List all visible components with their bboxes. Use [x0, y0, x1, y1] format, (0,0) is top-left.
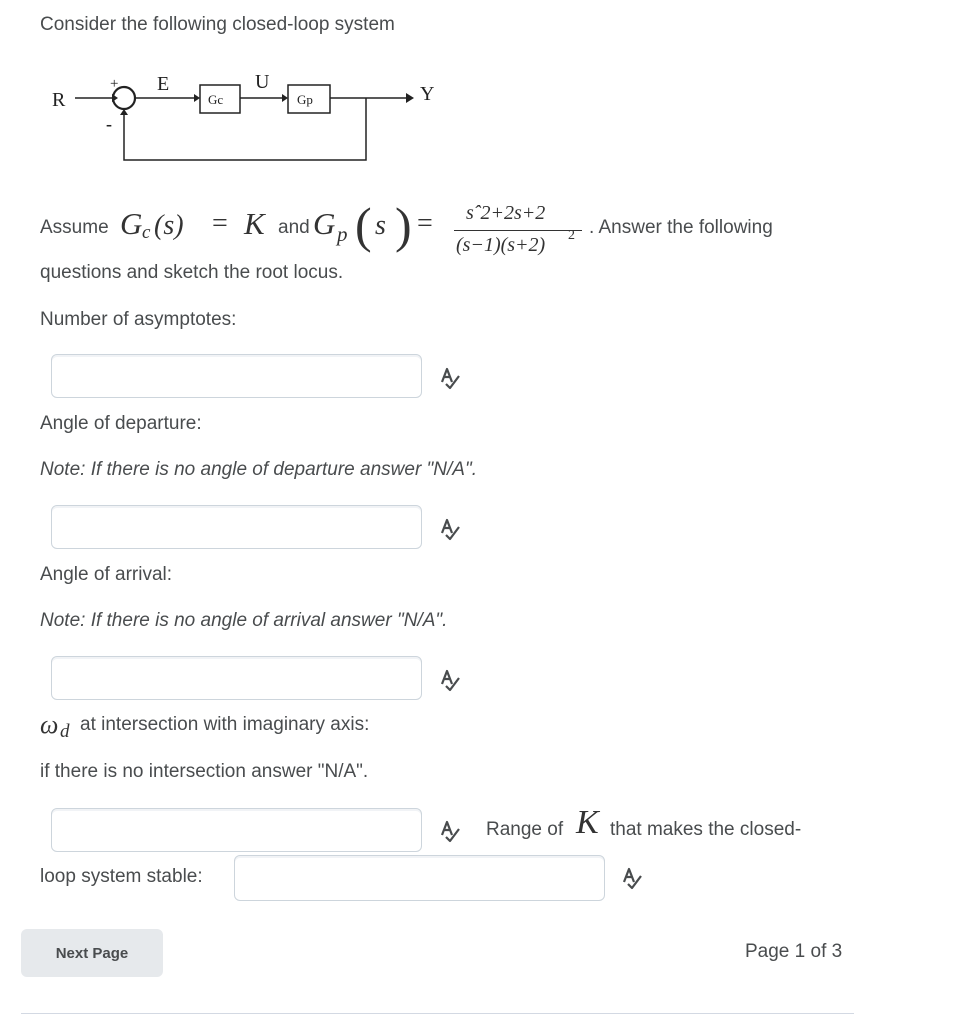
- fraction-denominator: (s−1)(s+2): [456, 234, 546, 256]
- footer-divider: [21, 1013, 854, 1014]
- spell-check-icon[interactable]: [437, 818, 463, 846]
- fraction-bar: [454, 230, 582, 231]
- intersection-note: if there is no intersection answer "N/A".: [40, 761, 369, 782]
- omega-d-symbol: ω d: [40, 710, 70, 742]
- range-prefix: Range of: [486, 819, 564, 840]
- asymptotes-label: Number of asymptotes:: [40, 309, 237, 330]
- page-indicator: Page 1 of 3: [745, 941, 843, 962]
- diagram-output-label: Y: [420, 83, 435, 105]
- diagram-control-label: U: [255, 71, 270, 93]
- next-page-button[interactable]: Next Page: [21, 929, 163, 977]
- diagram-minus-sign: -: [106, 114, 112, 134]
- arrival-note: Note: If there is no angle of arrival answer "N/A".: [40, 610, 448, 631]
- range-suffix: that makes the closed-: [610, 819, 802, 840]
- arrival-input[interactable]: [51, 656, 422, 700]
- fraction-numerator: sˆ2+2s+2: [466, 202, 546, 224]
- spell-check-icon[interactable]: [437, 365, 463, 393]
- departure-label: Angle of departure:: [40, 413, 202, 434]
- fraction-exponent: 2: [568, 228, 575, 243]
- and-text: and: [278, 217, 310, 238]
- spell-check-icon[interactable]: [619, 865, 645, 893]
- asymptotes-input[interactable]: [51, 354, 422, 398]
- departure-input[interactable]: [51, 505, 422, 549]
- k-range-input[interactable]: [234, 855, 605, 901]
- range-line2: loop system stable:: [40, 866, 203, 887]
- transfer-function-fraction: [452, 200, 592, 270]
- diagram-error-label: E: [157, 73, 170, 95]
- diagram-plus-sign: +: [110, 76, 119, 92]
- block-diagram: [40, 68, 460, 168]
- diagram-input-label: R: [52, 89, 66, 111]
- answer-following-text: . Answer the following: [589, 217, 773, 238]
- spell-check-icon[interactable]: [437, 516, 463, 544]
- math-gp-expression: G p ( s ) =: [313, 197, 433, 253]
- question-intro: Consider the following closed-loop system: [40, 14, 395, 35]
- arrival-label: Angle of arrival:: [40, 564, 173, 585]
- spell-check-icon[interactable]: [437, 667, 463, 695]
- intersection-label: at intersection with imaginary axis:: [80, 714, 370, 735]
- questions-line-text: questions and sketch the root locus.: [40, 262, 344, 283]
- plant-block-label: Gp: [297, 92, 313, 107]
- assume-text: Assume: [40, 217, 109, 238]
- departure-note: Note: If there is no angle of departure answer "N/A".: [40, 459, 477, 480]
- omega-d-input[interactable]: [51, 808, 422, 852]
- range-k-symbol: K: [576, 804, 599, 841]
- controller-block-label: Gc: [208, 92, 224, 107]
